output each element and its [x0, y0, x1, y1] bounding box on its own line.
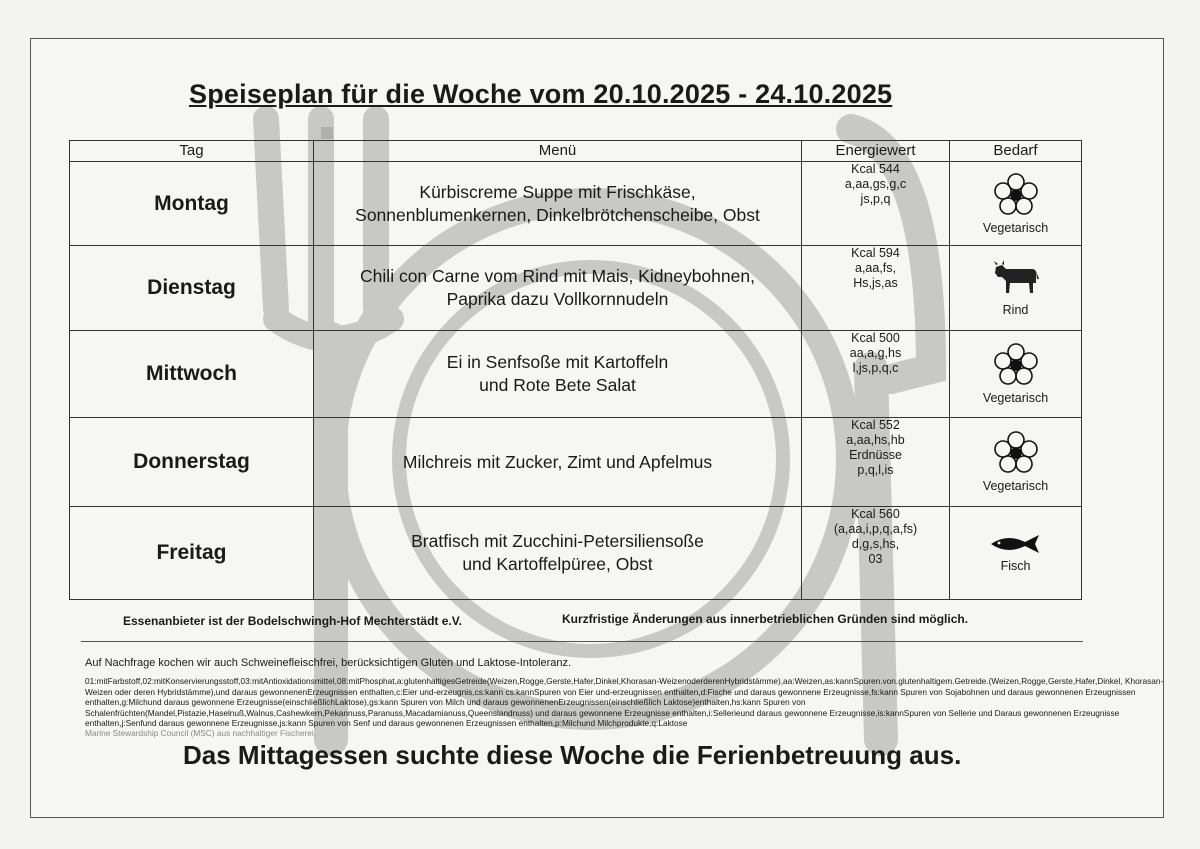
menu-description	[314, 246, 802, 331]
allergen-codes: l,js,p,q,c	[852, 361, 899, 375]
menu-description	[314, 331, 802, 418]
header-menu: Menü	[314, 141, 802, 162]
diet-cell	[950, 418, 1082, 507]
fish-icon	[989, 533, 1043, 555]
flower-icon	[993, 173, 1039, 217]
allergen-codes: js,p,q	[860, 192, 891, 206]
energy-value	[802, 246, 950, 331]
diet-label: Vegetarisch	[982, 479, 1049, 493]
allergen-codes: Erdnüsse	[849, 448, 902, 462]
flower-icon	[993, 343, 1039, 387]
allergen-codes: aa,a,g,hs	[849, 346, 902, 360]
day-name: Mittwoch	[70, 331, 314, 418]
msc-note: Marine Stewardship Council (MSC) aus nachhaltiger Fischerei,	[85, 728, 317, 738]
allergen-codes: p,q,l,is	[857, 463, 894, 477]
meal-plan-table	[69, 140, 1082, 600]
menu-line: Milchreis mit Zucker, Zimt und Apfelmus	[402, 451, 713, 472]
allergen-codes: 03	[868, 552, 883, 566]
diet-cell	[950, 246, 1082, 331]
kcal-value: Kcal 560	[851, 507, 900, 521]
menu-line: Ei in Senfsoße mit Kartoffeln	[446, 352, 669, 372]
menu-line: Chili con Carne vom Rind mit Mais, Kidneybohnen,	[360, 266, 755, 286]
menu-line: und Kartoffelpüree, Obst	[462, 554, 653, 574]
page-title: Speiseplan für die Woche vom 20.10.2025 - 24.10.2025	[189, 79, 893, 109]
energy-value	[802, 331, 950, 418]
day-name: Freitag	[70, 507, 314, 600]
allergen-codes: a,aa,fs,	[855, 261, 896, 275]
dietary-request-note: Auf Nachfrage kochen wir auch Schweinefleischfrei, berücksichtigen Gluten und Laktose-Intoleranz.	[85, 657, 572, 669]
menu-sheet	[30, 38, 1164, 818]
day-name: Dienstag	[70, 246, 314, 331]
kcal-value: Kcal 500	[851, 331, 900, 345]
table-row	[70, 418, 1082, 507]
flower-icon	[993, 431, 1039, 475]
table-row	[70, 331, 1082, 418]
diet-cell	[950, 162, 1082, 246]
allergen-codes: a,aa,gs,g,c	[844, 177, 907, 191]
diet-label: Rind	[1002, 303, 1029, 317]
menu-description	[314, 507, 802, 600]
menu-line: Paprika dazu Vollkornnudeln	[446, 289, 669, 309]
diet-cell	[950, 331, 1082, 418]
kcal-value: Kcal 544	[851, 162, 900, 176]
menu-line: Sonnenblumenkernen, Dinkelbrötchenscheibe, Obst	[355, 204, 760, 225]
cow-icon	[992, 259, 1040, 299]
energy-value	[802, 162, 950, 246]
menu-line: und Rote Bete Salat	[479, 375, 636, 395]
day-name: Montag	[70, 162, 314, 246]
divider	[81, 641, 1083, 642]
table-row	[70, 246, 1082, 331]
header-energy: Energiewert	[802, 141, 950, 162]
holiday-care-note: Das Mittagessen suchte diese Woche die Ferienbetreuung aus.	[183, 740, 962, 770]
table-header-row	[70, 141, 1082, 162]
allergen-codes: a,aa,hs,hb	[846, 433, 905, 447]
provider-note: Essenanbieter ist der Bodelschwingh-Hof Mechterstädt e.V.	[123, 614, 462, 628]
kcal-value: Kcal 552	[851, 418, 900, 432]
table-row	[70, 507, 1082, 600]
energy-value	[802, 418, 950, 507]
table-row	[70, 162, 1082, 246]
changes-note: Kurzfristige Änderungen aus innerbetrieblichen Gründen sind möglich.	[562, 612, 969, 626]
diet-cell	[950, 507, 1082, 600]
menu-line: Kürbiscreme Suppe mit Frischkäse,	[419, 181, 696, 202]
menu-description	[314, 418, 802, 507]
diet-label: Vegetarisch	[982, 220, 1049, 235]
energy-value	[802, 507, 950, 600]
allergen-legend: 01:mitFarbstoff,02:mitKonservierungsstoff,03:mitAntioxidationsmittel,08:mitPhosphat,a:glutenhaltigesGetreide(Weizen,Rogge,Gerste,Hafer,Dinkel,Khorasan-WeizenoderderenHybridstämme),aa:Weizen,as:kannSpuren.von.glutenhaltigem.Getreide.(Weizen,Rogge,Gerste,Hafer,Dinkel, Khorasan-Weizen oder deren Hybridstämme),und daraus gewonnenenErzeugnissen enthalten,c:Eier und-erzeugnis,cs:kann cs:kannSpuren von Eier und-erzeugnissen enthalten,d:Fische und daraus gewonnene Erzeugnisse,fs:kann Spuren von Sojabohnen und daraus gewonnenen Erzeugnissen enthalten,g:Milchund daraus gewonnene Erzeugnisse(einschließlichLaktose),gs:kann Spuren von Milch und daraus gewonnenenErzeugnissen(einschließlich Laktose)enthalten,hs:kann Spuren von Schalenfrüchten(Mandel,Pistazie,Haselnuß,Walnus,Cashewkern,Pekannuss,Paranuss,Macadamianuss,Queenslandnuss) und daraus gewonnene Erzeugnisse enthalten,i:Sellerieund daraus gewonnene Erzeugnisse,is:kannSpuren von Sellerie und Daraus gewonnenen Erzeugnisse enthalten,j:Senfund daraus gewonnene Erzeugnisse,js:kann Spuren von Senf und daraus gewonnenen Erzeugnissen enthalten,p:Milchund Milchprodukte,q:Laktose	[85, 676, 1164, 728]
header-day: Tag	[70, 141, 314, 162]
header-need: Bedarf	[950, 141, 1082, 162]
allergen-codes: (a,aa,i,p,q,a,fs)	[833, 522, 918, 536]
menu-description	[314, 162, 802, 246]
kcal-value: Kcal 594	[851, 246, 900, 260]
diet-label: Vegetarisch	[982, 391, 1049, 405]
menu-line: Bratfisch mit Zucchini-Petersiliensoße	[411, 531, 704, 551]
allergen-codes: d,g,s,hs,	[851, 537, 900, 551]
allergen-codes: Hs,js,as	[853, 276, 898, 290]
diet-label: Fisch	[1000, 559, 1031, 573]
day-name: Donnerstag	[70, 418, 314, 507]
